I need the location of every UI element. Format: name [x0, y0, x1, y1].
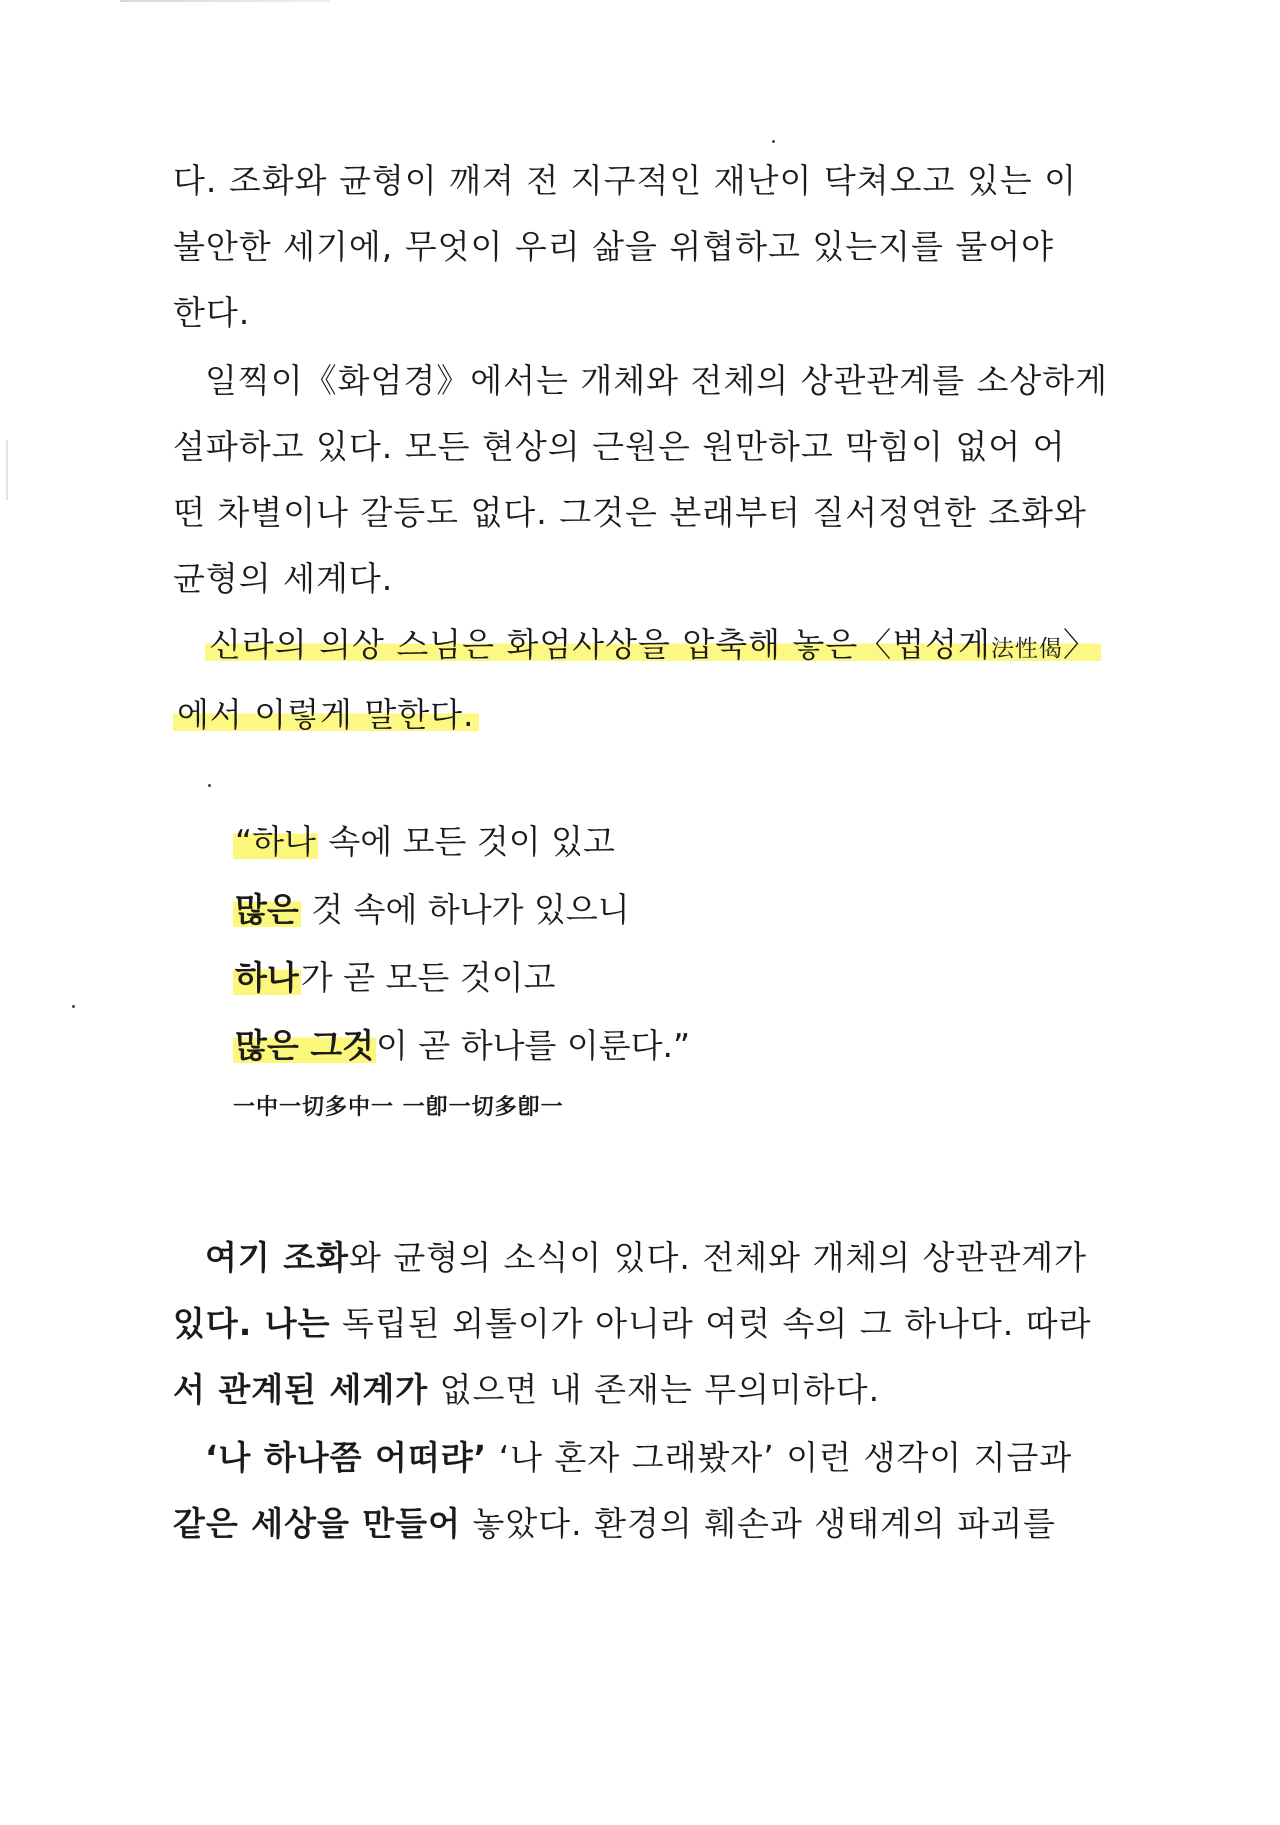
text-line — [173, 1491, 1073, 1557]
text-span: 〉 — [1062, 625, 1097, 664]
highlighted-text — [205, 625, 1101, 664]
text-span: 독립된 외톨이가 아니라 여럿 속의 그 하나다. 따라 — [330, 1304, 1092, 1343]
hanja-verse: 一中一切多中一 一卽一切多卽一 — [233, 1094, 564, 1120]
bold-text: ‘나 하나쯤 어떠랴’ — [205, 1438, 488, 1477]
paragraph-1 — [173, 148, 1077, 346]
quote-line — [233, 944, 933, 1012]
text-line: 떤 차별이나 갈등도 없다. 그것은 본래부터 질서정연한 조화와 — [173, 493, 1087, 532]
text-line: 한다. — [173, 293, 251, 332]
text-span: 놓았다. 환경의 훼손과 생태계의 파괴를 — [461, 1504, 1057, 1543]
text-span: 없으면 내 존재는 무의미하다. — [428, 1370, 881, 1409]
quote-line — [233, 808, 933, 876]
text-span: 신라의 의상 스님은 화엄사상을 압축해 놓은〈법성게 — [209, 625, 991, 664]
text-line: 설파하고 있다. 모든 현상의 근원은 원만하고 막힘이 없어 어 — [173, 427, 1066, 466]
paragraph-5 — [173, 1425, 1073, 1557]
highlighted-text: 많은 그것 — [235, 1026, 375, 1065]
quote-line — [233, 876, 933, 944]
text-line: 일찍이《화엄경》에서는 개체와 전체의 상관관계를 소상하게 — [205, 361, 1109, 400]
paragraph-4 — [173, 1225, 1092, 1423]
highlighted-text: 에서 이렇게 말한다. — [173, 695, 479, 734]
text-line — [173, 1357, 1073, 1423]
scan-speck — [72, 1005, 75, 1008]
text-line — [173, 1291, 1092, 1357]
highlighted-text: 많은 — [235, 890, 299, 929]
text-span: 가 곧 모든 것이고 — [300, 958, 556, 997]
text-span: 속에 모든 것이 있고 — [317, 822, 615, 861]
text-line: 불안한 세기에, 무엇이 우리 삶을 위협하고 있는지를 물어야 — [173, 227, 1054, 266]
text-line: 균형의 세계다. — [173, 559, 394, 598]
bold-text: 같은 세상을 만들어 — [173, 1504, 462, 1543]
highlighted-text: “하나 — [235, 822, 316, 861]
scan-artifact-top — [120, 0, 330, 2]
scan-artifact-left — [6, 440, 8, 500]
text-span: ‘나 혼자 그래봤자’ 이런 생각이 지금과 — [487, 1438, 1073, 1477]
bold-text: 여기 조화 — [205, 1238, 350, 1277]
highlighted-text: 하나 — [235, 958, 299, 997]
text-line — [173, 682, 1073, 748]
quote-block — [233, 808, 933, 1121]
paragraph-3 — [173, 612, 1097, 748]
text-span: 것 속에 하나가 있으니 — [300, 890, 630, 929]
hanja-annotation: 法性偈 — [990, 636, 1063, 662]
text-line — [173, 612, 1097, 682]
bold-text: 있다. 나는 — [173, 1304, 331, 1343]
quote-line — [233, 1012, 933, 1080]
text-line — [173, 1425, 1073, 1491]
text-line: 다. 조화와 균형이 깨져 전 지구적인 재난이 닥쳐오고 있는 이 — [173, 161, 1077, 200]
text-span: 와 균형의 소식이 있다. 전체와 개체의 상관관계가 — [349, 1238, 1088, 1277]
text-span: 이 곧 하나를 이룬다.” — [376, 1026, 691, 1065]
scan-speck — [772, 140, 775, 143]
bold-text: 서 관계된 세계가 — [173, 1370, 429, 1409]
text-line — [173, 1225, 1088, 1291]
scan-speck — [208, 784, 211, 787]
paragraph-2 — [173, 348, 1109, 612]
